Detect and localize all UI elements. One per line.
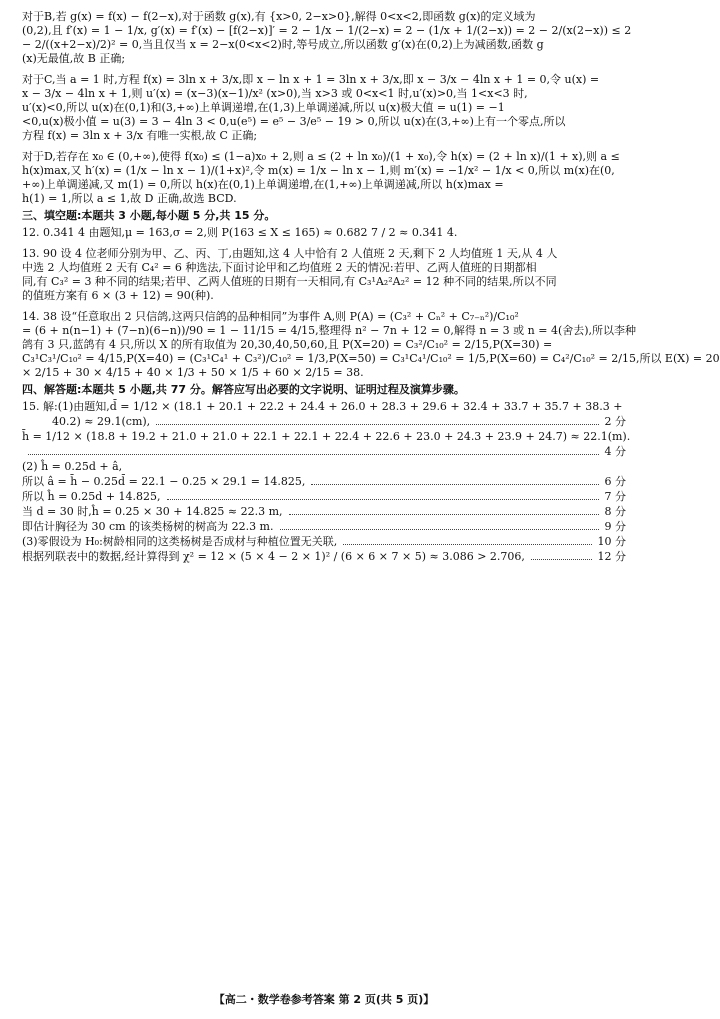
text-line: +∞)上单调递减,又 m(1) = 0,所以 h(x)在(0,1)上单调递增,在(1,+∞)上单调递减,所以 h(x)max = xyxy=(22,178,504,191)
score-step-row xyxy=(22,549,626,564)
leader-dots xyxy=(280,529,599,530)
text-line: 鸽有 3 只,蓝鸽有 4 只,所以 X 的所有取值为 20,30,40,50,60,且 P(X=20) = C₃²/C₁₀² = 2/15,P(X=30) = xyxy=(22,338,553,351)
step-points: 6 分 xyxy=(604,475,626,488)
text-line: h(1) = 1,所以 a ≤ 1,故 D 正确,故选 BCD. xyxy=(22,192,237,205)
step-text: (3)零假设为 H₀:树龄相同的这类杨树是否成材与种植位置无关联, xyxy=(22,535,338,548)
step-text: 根据列联表中的数据,经计算得到 χ² = 12 × (5 × 4 − 2 × 1)² / (6 × 6 × 7 × 5) ≈ 3.086 > 2.706, xyxy=(22,550,525,563)
text-line: 对于D,若存在 x₀ ∈ (0,+∞),使得 f(x₀) ≤ (1−a)x₀ + 2,则 a ≤ (2 + ln x₀)/(1 + x₀),令 h(x) = (2 + ln x)/(1 + x),则 a ≤ xyxy=(22,150,620,163)
step-points: 9 分 xyxy=(604,520,626,533)
text-line: 13. 90 设 4 位老师分别为甲、乙、丙、丁,由题知,这 4 人中恰有 2 人值班 2 天,剩下 2 人均值班 1 天,从 4 人 xyxy=(22,247,558,260)
step-points: 8 分 xyxy=(604,505,626,518)
step-text: 所以 ĥ = 0.25d + 14.825, xyxy=(22,490,161,503)
text-line: 15. 解:(1)由题知,d̄ = 1/12 × (18.1 + 20.1 + 22.2 + 24.4 + 26.0 + 28.3 + 29.6 + 32.4 + 33.7 + 35.7 + 38.3 + xyxy=(22,400,623,413)
text-line: − 2/((x+2−x)/2)² = 0,当且仅当 x = 2−x(0<x<2)时,等号成立,所以函数 g′(x)在(0,2)上为减函数,函数 g xyxy=(22,38,544,51)
leader-dots xyxy=(343,544,591,545)
text-line: 对于B,若 g(x) = f(x) − f(2−x),对于函数 g(x),有 {x>0, 2−x>0},解得 0<x<2,即函数 g(x)的定义域为 xyxy=(22,10,536,23)
leader-dots xyxy=(167,499,599,500)
step-points: 7 分 xyxy=(604,490,626,503)
text-line: 对于C,当 a = 1 时,方程 f(x) = 3ln x + 3/x,即 x − ln x + 1 = 3ln x + 3/x,即 x − 3/x − 4ln x + 1 = 0,令 u(x) = xyxy=(22,73,600,86)
option-d-analysis xyxy=(22,150,626,206)
text-line: 的值班方案有 6 × (3 + 12) = 90(种). xyxy=(22,289,214,302)
text-line: (0,2),且 f′(x) = 1 − 1/x, g′(x) = f′(x) − [f(2−x)]′ = 2 − 1/x − 1/(2−x) = 2 − (1/x + 1/(2−x)) = 2 − 2/(x(2−x)) ≤ 2 xyxy=(22,24,632,37)
option-c-analysis xyxy=(22,73,626,143)
text-line: <0,u(x)极小值 = u(3) = 3 − 4ln 3 < 0,u(e⁵) = e⁵ − 3/e⁵ − 19 > 0,所以 u(x)在(3,+∞)上有一个零点,所以 xyxy=(22,115,566,128)
score-step-row xyxy=(22,444,626,459)
step-points: 4 分 xyxy=(604,445,626,458)
score-step-row xyxy=(22,414,626,429)
leader-dots xyxy=(289,514,599,515)
leader-dots xyxy=(531,559,592,560)
question-15-answer xyxy=(22,400,626,414)
score-step-row xyxy=(22,429,631,444)
text-line: = (6 + n(n−1) + (7−n)(6−n))/90 = 1 − 11/15 = 4/15,整理得 n² − 7n + 12 = 0,解得 n = 3 或 n = 4(舍去),所以李种 xyxy=(22,324,637,337)
step-text: 当 d = 30 时,ĥ = 0.25 × 30 + 14.825 ≈ 22.3 m, xyxy=(22,505,283,518)
option-b-analysis xyxy=(22,10,632,66)
score-step-row xyxy=(22,504,626,519)
leader-dots xyxy=(311,484,598,485)
step-text: 即估计胸径为 30 cm 的该类杨树的树高为 22.3 m. xyxy=(22,520,274,533)
page-footer: 【高二・数学卷参考答案 第 2 页(共 5 页)】 xyxy=(213,993,435,1006)
text-line: 14. 38 设“任意取出 2 只信鸽,这两只信鸽的品种相同”为事件 A,则 P(A) = (C₃² + Cₙ² + C₇₋ₙ²)/C₁₀² xyxy=(22,310,519,323)
text-line: (x)无最值,故 B 正确; xyxy=(22,52,126,65)
score-step-row xyxy=(22,459,626,474)
text-line: x − 3/x − 4ln x + 1,则 u′(x) = (x−3)(x−1)/x² (x>0),当 x>3 或 0<x<1 时,u′(x)>0,当 1<x<3 时, xyxy=(22,87,528,100)
score-step-row xyxy=(22,474,626,489)
step-text: 40.2) ≈ 29.1(cm), xyxy=(52,415,151,428)
leader-dots xyxy=(156,424,598,425)
step-points: 10 分 xyxy=(597,535,626,548)
question-12-answer xyxy=(22,226,626,240)
text-line: C₃¹C₃¹/C₁₀² = 4/15,P(X=40) = (C₃¹C₄¹ + C₃²)/C₁₀² = 1/3,P(X=50) = C₃¹C₄¹/C₁₀² = 1/5,P(X=60) = C₄²/C₁₀² = 2/15,所以 E(X) = 20 xyxy=(22,352,720,365)
score-step-row xyxy=(22,489,626,504)
step-text: (2) ĥ = 0.25d + â, xyxy=(22,460,123,473)
text-line: × 2/15 + 30 × 4/15 + 40 × 1/3 + 50 × 1/5 + 60 × 2/15 = 38. xyxy=(22,366,364,379)
question-14-answer xyxy=(22,310,720,380)
section-4-heading: 四、解答题:本题共 5 小题,共 77 分。解答应写出必要的文字说明、证明过程及演算步骤。 xyxy=(22,383,465,396)
question-13-answer xyxy=(22,247,626,303)
score-step-row xyxy=(22,534,626,549)
section-3-heading: 三、填空题:本题共 3 小题,每小题 5 分,共 15 分。 xyxy=(22,209,276,222)
question-15-steps xyxy=(22,414,631,564)
text-line: u′(x)<0,所以 u(x)在(0,1)和(3,+∞)上单调递增,在(1,3)上单调递减,所以 u(x)极大值 = u(1) = −1 xyxy=(22,101,505,114)
score-step-row xyxy=(22,519,626,534)
text-line: h(x)max,又 h′(x) = (1/x − ln x − 1)/(1+x)²,令 m(x) = 1/x − ln x − 1,则 m′(x) = −1/x² − 1/x < 0,所以 m(x)在(0, xyxy=(22,164,615,177)
step-points: 12 分 xyxy=(597,550,626,563)
step-text: h̄ = 1/12 × (18.8 + 19.2 + 21.0 + 21.0 + 22.1 + 22.1 + 22.4 + 22.6 + 23.0 + 24.3 + 23.9 + 24.7) ≈ 22.1(m). xyxy=(22,430,631,443)
text-line: 12. 0.341 4 由题知,μ = 163,σ = 2,则 P(163 ≤ X ≤ 165) ≈ 0.682 7 / 2 ≈ 0.341 4. xyxy=(22,226,458,239)
text-line: 中选 2 人均值班 2 天有 C₄² = 6 种选法,下面讨论甲和乙均值班 2 天的情况:若甲、乙两人值班的日期都相 xyxy=(22,261,537,274)
text-line: 同,有 C₃² = 3 种不同的结果;若甲、乙两人值班的日期有一天相同,有 C₃¹A₂²A₂² = 12 种不同的结果,所以不同 xyxy=(22,275,557,288)
step-text: 所以 â = h̄ − 0.25d̄ = 22.1 − 0.25 × 29.1 = 14.825, xyxy=(22,475,306,488)
leader-dots xyxy=(28,454,599,455)
step-points: 2 分 xyxy=(604,415,626,428)
text-line: 方程 f(x) = 3ln x + 3/x 有唯一实根,故 C 正确; xyxy=(22,129,258,142)
